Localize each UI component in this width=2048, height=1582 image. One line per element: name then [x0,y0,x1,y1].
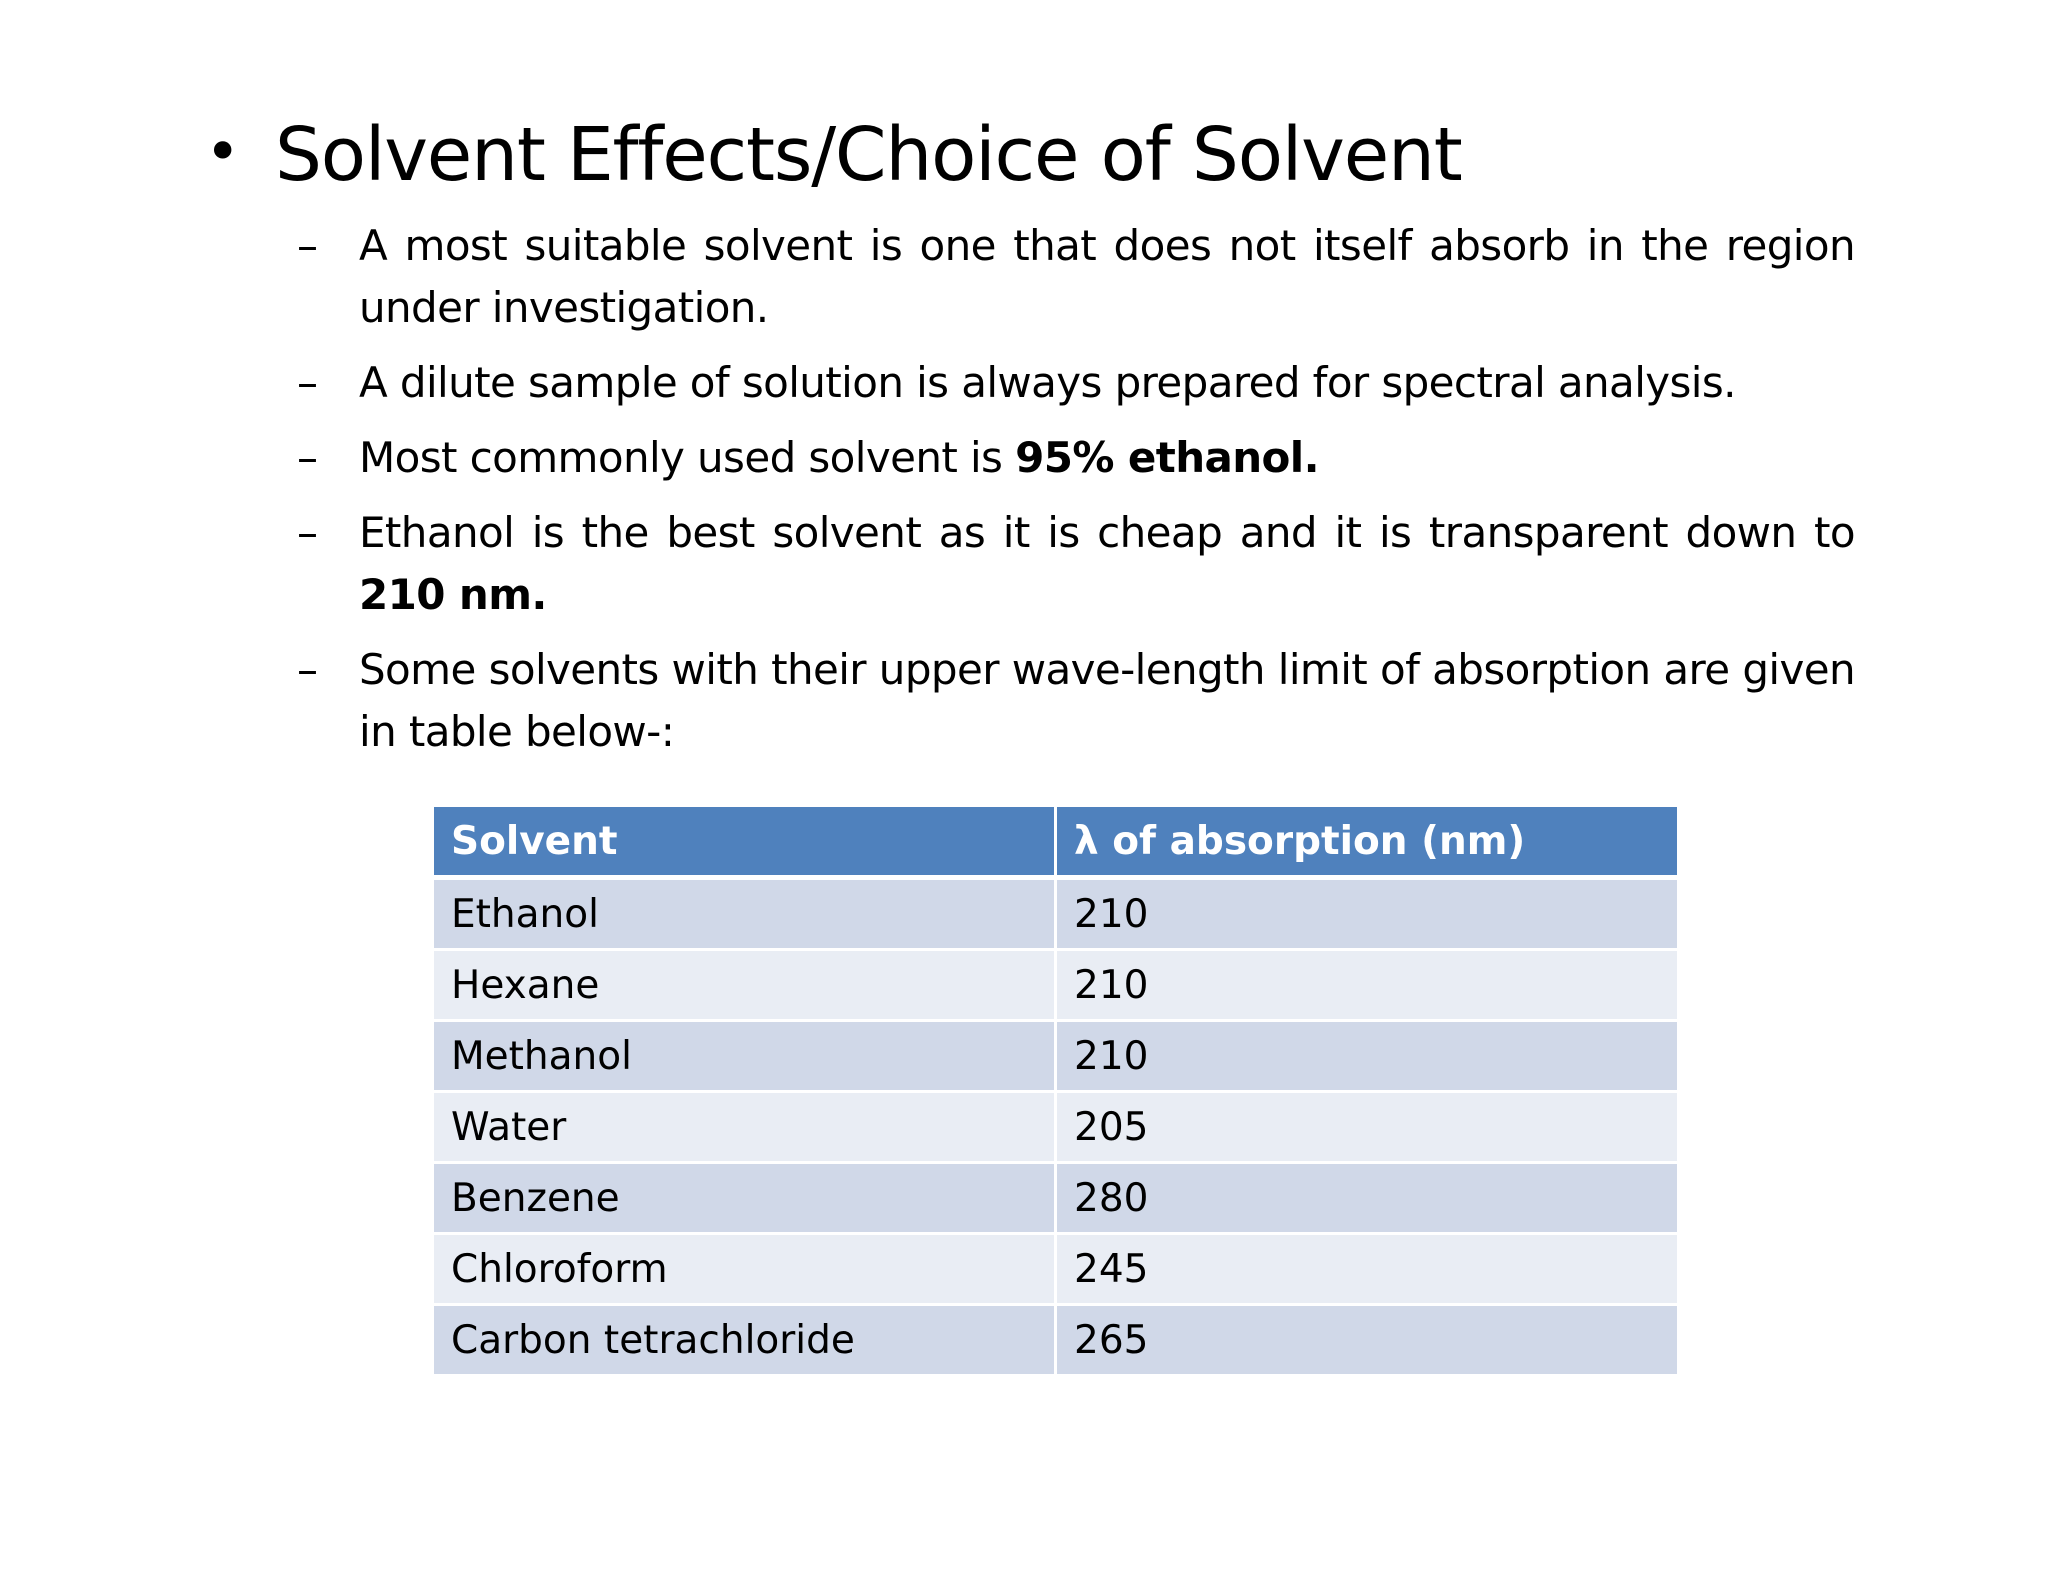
table-header-row [434,807,1677,880]
table-row [434,951,1677,1022]
absorption-cell: 210 [1057,951,1677,1022]
dash-marker: – [297,433,318,482]
table-row [434,1022,1677,1093]
solvent-cell: Benzene [434,1164,1057,1235]
title-row [205,100,1462,210]
bullet-list [297,215,1855,776]
bullet-item [297,502,1855,626]
solvent-cell: Water [434,1093,1057,1164]
slide-title: Solvent Effects/Choice of Solvent [275,111,1462,198]
bullet-text-bold: 95% ethanol. [1015,433,1319,482]
absorption-cell: 205 [1057,1093,1677,1164]
bullet-text [359,427,1855,489]
solvent-cell: Carbon tetrachloride [434,1306,1057,1377]
absorption-cell: 210 [1057,880,1677,951]
header-solvent: Solvent [434,807,1057,880]
dash-marker: – [297,645,318,694]
table-row [434,1093,1677,1164]
bullet-text-plain: Most commonly used solvent is [359,433,1016,482]
bullet-text-plain: Ethanol is the best solvent as it is cheap and it is transparent down to [359,508,1855,557]
absorption-cell: 265 [1057,1306,1677,1377]
dash-marker: – [297,508,318,557]
title-bullet: • [205,117,241,187]
bullet-item [297,639,1855,763]
dash-marker: – [297,221,318,270]
bullet-text-bold: 210 nm. [359,570,547,619]
bullet-text: A dilute sample of solution is always prepared for spectral analysis. [359,358,1736,407]
table-row [434,880,1677,951]
solvent-cell: Methanol [434,1022,1057,1093]
bullet-text [359,502,1855,626]
header-absorption: λ of absorption (nm) [1057,807,1677,880]
absorption-cell: 280 [1057,1164,1677,1235]
table-row [434,1164,1677,1235]
table-row [434,1306,1677,1377]
bullet-text: A most suitable solvent is one that does not itself absorb in the region under investigation. [359,221,1855,332]
solvent-cell: Chloroform [434,1235,1057,1306]
bullet-item [297,427,1855,489]
solvent-cell: Ethanol [434,880,1057,951]
bullet-item [297,215,1855,339]
absorption-cell: 210 [1057,1022,1677,1093]
solvent-table [434,807,1677,1377]
bullet-text: Some solvents with their upper wave-length limit of absorption are given in table below-: [359,645,1855,756]
bullet-item [297,352,1855,414]
table-row [434,1235,1677,1306]
absorption-cell: 245 [1057,1235,1677,1306]
dash-marker: – [297,358,318,407]
solvent-cell: Hexane [434,951,1057,1022]
